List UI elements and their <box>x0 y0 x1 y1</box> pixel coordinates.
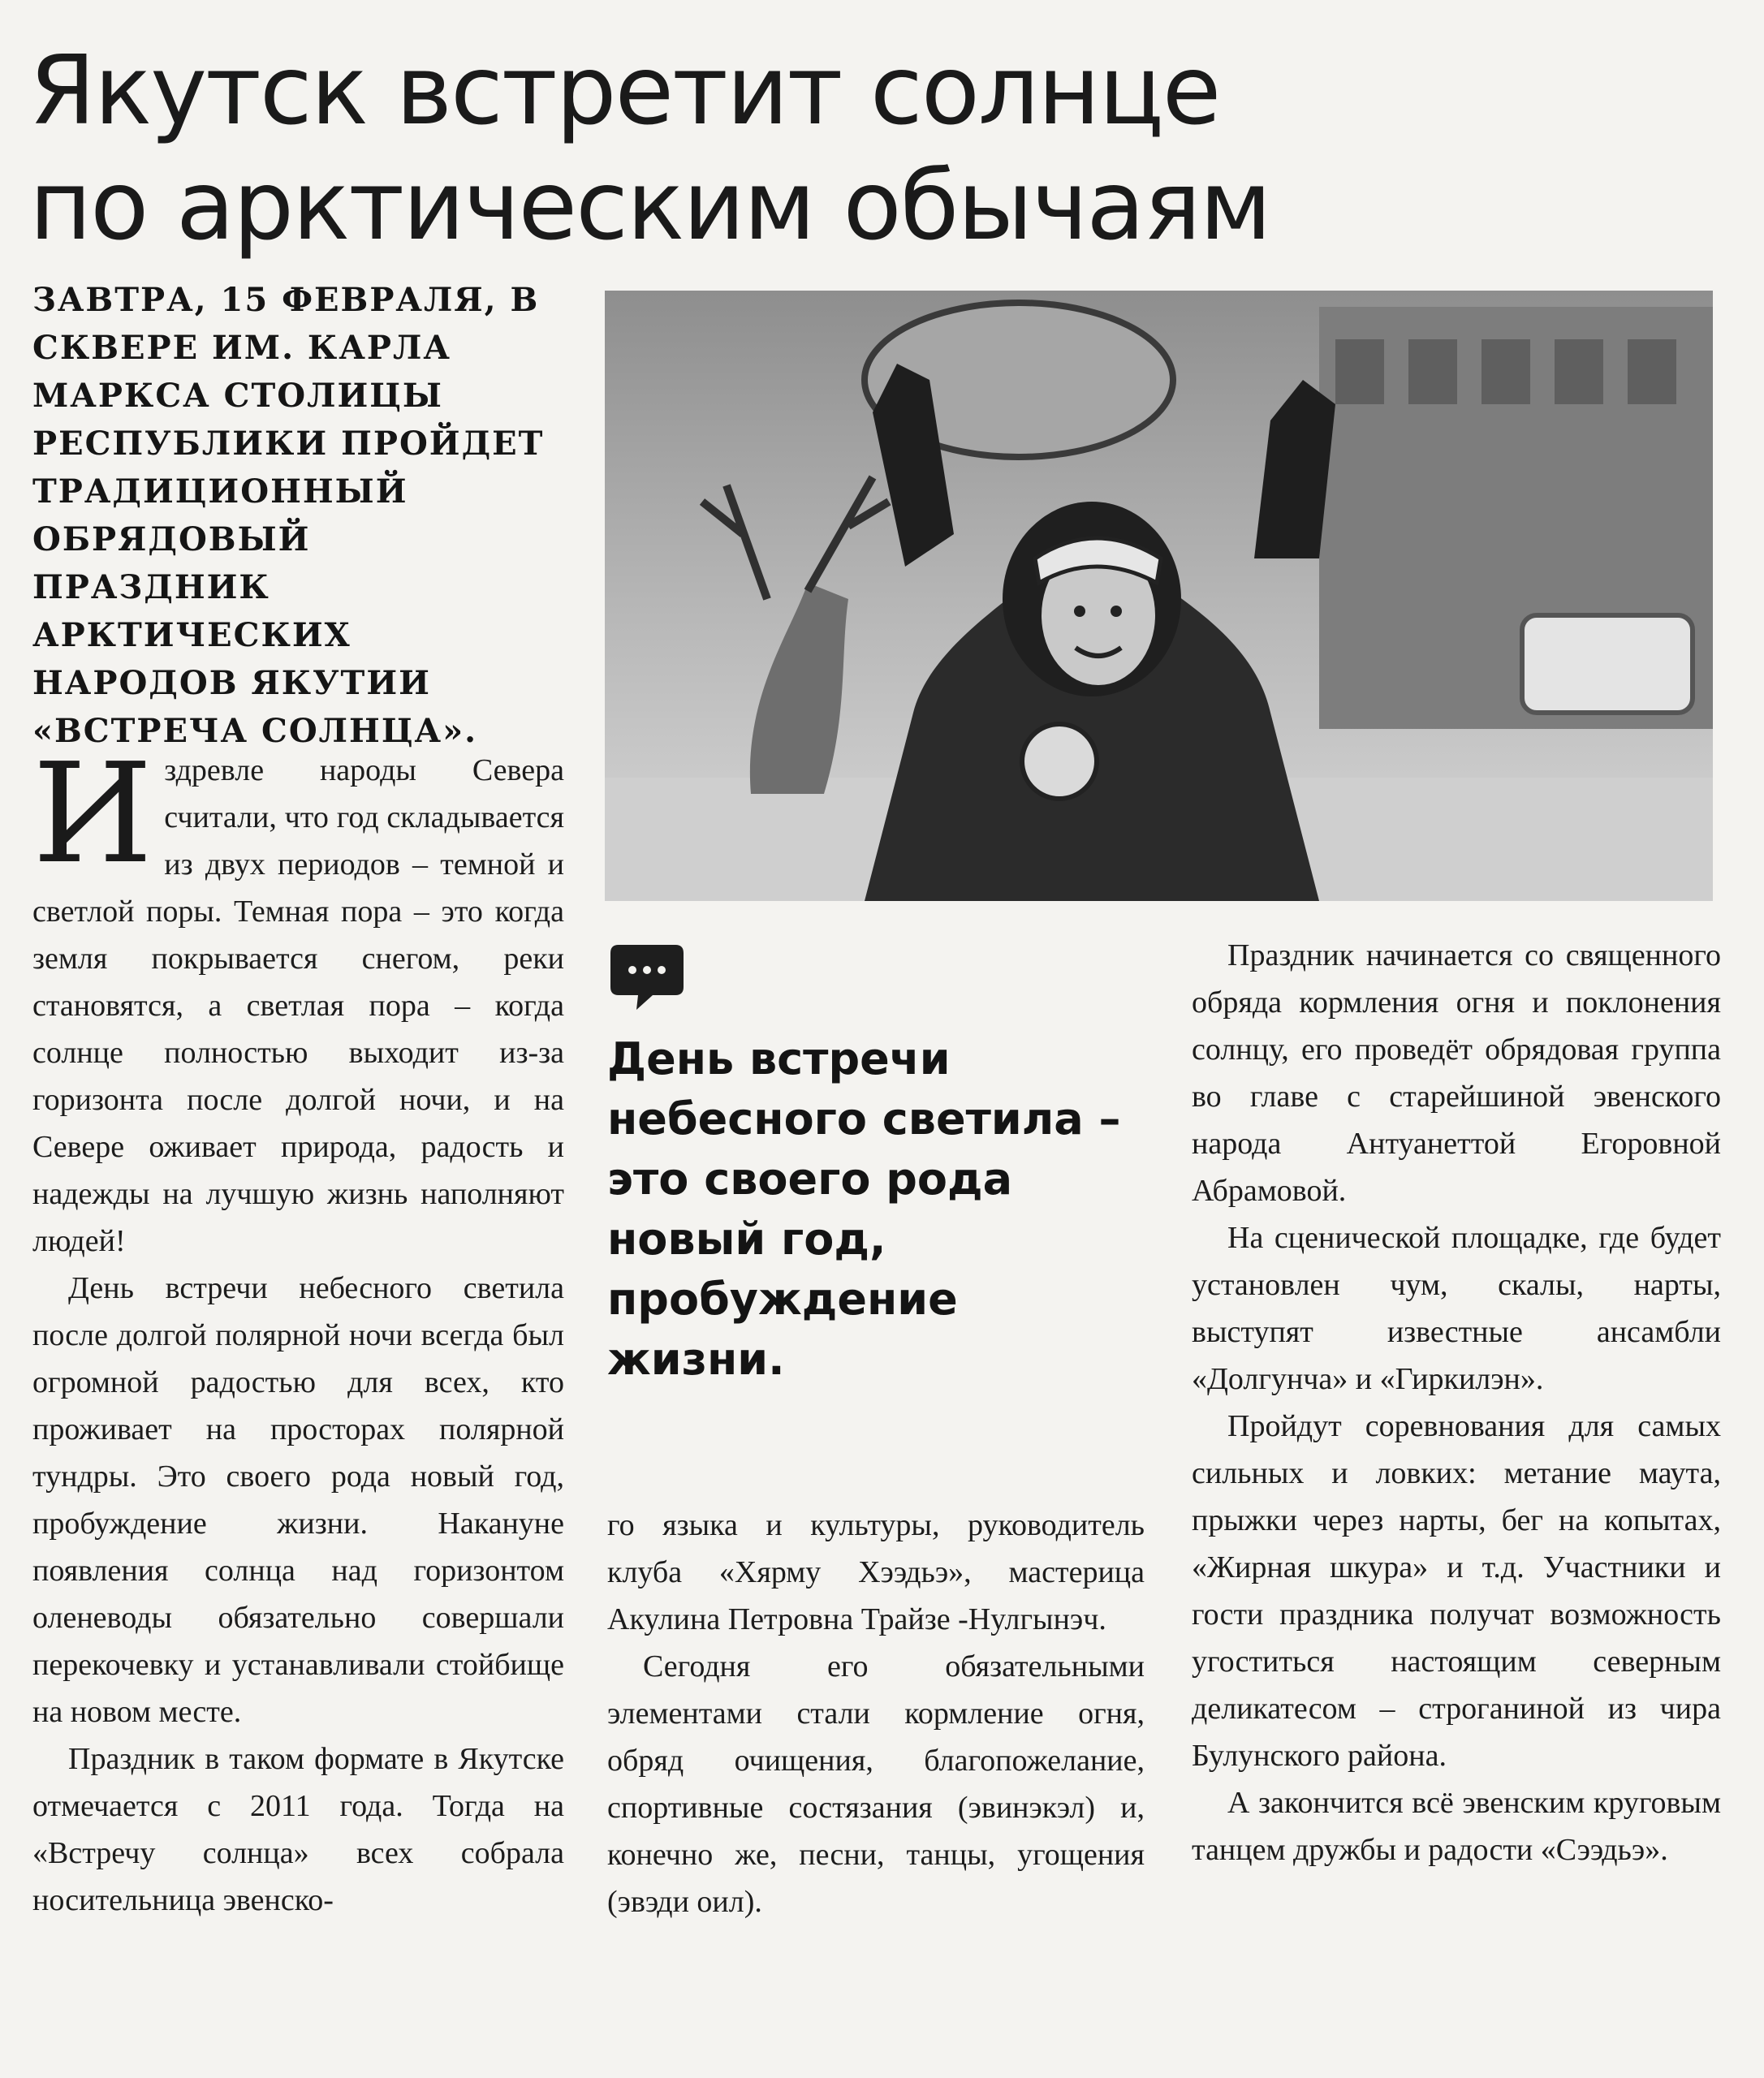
headline-line-1: Якутск встретит солнце <box>29 34 1220 146</box>
photo-illustration <box>605 291 1713 901</box>
column-1-paragraph-1 <box>32 734 564 1265</box>
speech-bubble-icon <box>607 942 687 1011</box>
article-column-1 <box>32 734 564 1924</box>
drop-cap: И <box>32 734 153 895</box>
pull-quote: День встречи небесного светила – это своего рода новый год, пробуждение жизни. <box>607 1033 1121 1385</box>
article-photo <box>605 291 1713 901</box>
column-3-paragraph-1: Праздник начинается со священного обряда кормления огня и поклонения солнцу, его проведёт обрядовая группа во главе с старейшиной эвенского народа Антуанеттой Егоровной Абрамовой. <box>1192 938 1721 1208</box>
column-3-paragraph-2: На сценической площадке, где будет установлен чум, скалы, нарты, выступят известные ансамбли «Долгунча» и «Гиркилэн». <box>1192 1221 1721 1396</box>
article-headline <box>29 32 1328 263</box>
column-2-paragraph-2: Сегодня его обязательными элементами стали кормление огня, обряд очищения, благопожелание, спортивные состязания (эвинэкэл) и, конечно же, песни, танцы, угощения (эвэди оил). <box>607 1649 1145 1919</box>
headline-line-2: по арктическим обычаям <box>29 149 1270 261</box>
column-1-paragraph-2: День встречи небесного светила после долгой полярной ночи всегда был огромной радостью для всех, кто проживает на просторах полярной тундры. Это своего рода новый год, пробуждение жизни. Накануне появления солнца над горизонтом оленеводы обязательно совершали перекочевку и устанавливали стойбище на новом месте. <box>32 1271 564 1729</box>
column-3-paragraph-4: А закончится всё эвенским круговым танцем дружбы и радости «Сээдьэ». <box>1192 1786 1721 1867</box>
article-lead: ЗАВТРА, 15 ФЕВРАЛЯ, В СКВЕРЕ ИМ. КАРЛА МАРКСА СТОЛИЦЫ РЕСПУБЛИКИ ПРОЙДЕТ ТРАДИЦИОННЫЙ ОБРЯДОВЫЙ ПРАЗДНИК АРКТИЧЕСКИХ НАРОДОВ ЯКУТИИ «ВСТРЕЧА СОЛНЦА». <box>32 281 545 750</box>
column-3-paragraph-3: Пройдут соревнования для самых сильных и ловких: метание маута, прыжки через нарты, бег на копытах, «Жирная шкура» и т.д. Участники и гости праздника получат возможность угоститься настоящим северным деликатесом – строганиной из чира Булунского района. <box>1192 1409 1721 1773</box>
column-1-paragraph-3: Праздник в таком формате в Якутске отмечается с 2011 года. Тогда на «Встречу солнца» всех собрала носительница эвенско- <box>32 1742 564 1917</box>
article-column-2 <box>607 1502 1145 1925</box>
column-2-paragraph-1: го языка и культуры, руководитель клуба «Хярму Хээдьэ», мастерица Акулина Петровна Трайзе -Нулгынэч. <box>607 1508 1145 1636</box>
article-column-3 <box>1192 932 1721 1873</box>
column-1-paragraph-1-text: здревле народы Севера считали, что год складывается из двух периодов – темной и светлой поры. Темная пора – это когда земля покрывается снегом, реки становятся, а светлая пора – когда солнце полностью выходит из-за горизонта после долгой ночи, и на Севере оживает природа, радость и надежды на лучшую жизнь наполняют людей! <box>32 753 564 1258</box>
